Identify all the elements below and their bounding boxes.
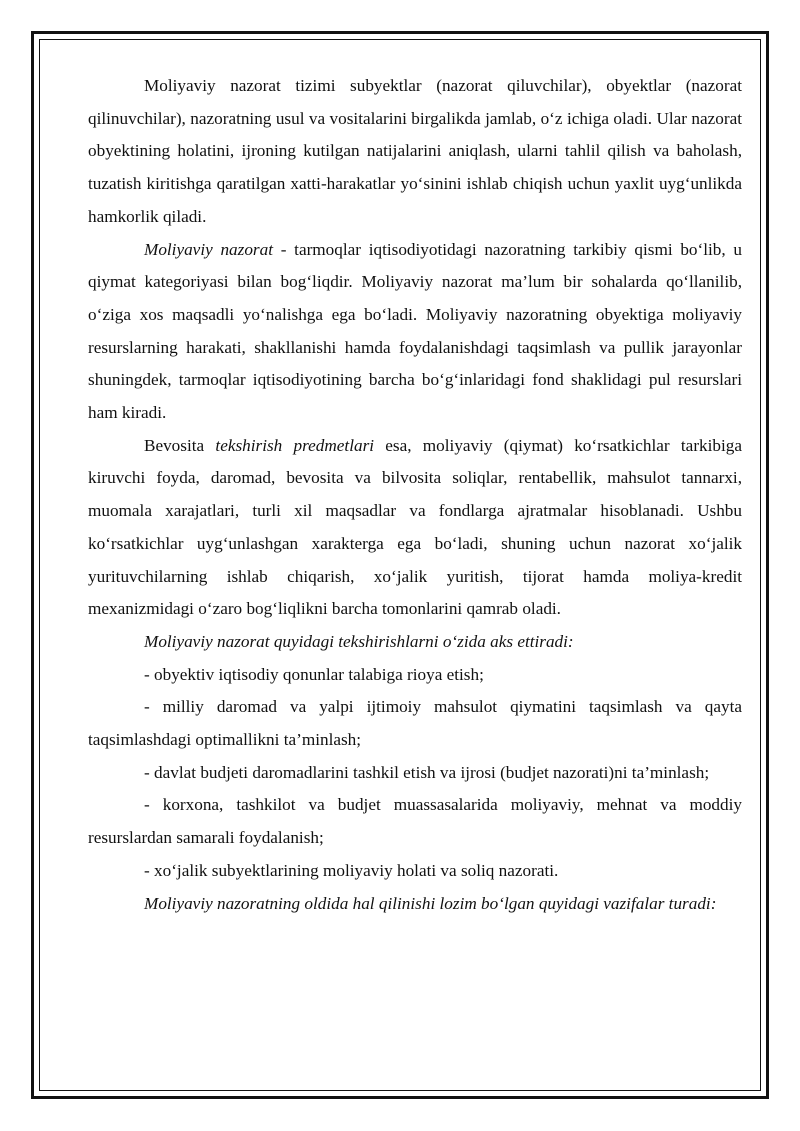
paragraph-text: Moliyaviy nazorat tizimi subyektlar (nazorat qiluvchilar), obyektlar (nazorat qilinuvchilar), nazoratning usul va vositalarini birgalikda jamlab, o‘z ichiga oladi. Ular nazorat obyektining holatini, ijroning kutilgan natijalarini aniqlash, ularni tahlil qilish va baholash, tuzatish kiritishga qaratilgan xatti-harakatlar yo‘sinini ishlab chiqish uchun yaxlit uyg‘unlikda hamkorlik qiladi.	[88, 76, 742, 226]
list-item	[88, 855, 742, 888]
paragraph-tasks-intro	[88, 888, 742, 921]
paragraph-control-system	[88, 70, 742, 234]
list-heading: Moliyaviy nazorat quyidagi tekshirishlarni o‘zida aks ettiradi:	[144, 631, 574, 651]
paragraph-text: esa, moliyaviy (qiymat) ko‘rsatkichlar tarkibiga kiruvchi foyda, daromad, bevosita va bilvosita soliqlar, rentabellik, mahsulot tannarxi, muomala xarajatlari, turli xil maqsadlar va fondlarga ajratmalar hisoblanadi. Ushbu ko‘rsatkichlar uyg‘unlashgan xarakterga ega bo‘ladi, shuning uchun nazorat xo‘jalik yurituvchilarning ishlab chiqarish, xo‘jalik yuritish, tijorat hamda moliya-kredit mexanizmidagi o‘zaro bog‘liqlikni barcha tomonlarini qamrab oladi.	[88, 435, 742, 619]
tasks-heading: Moliyaviy nazoratning oldida hal qilinishi lozim bo‘lgan quyidagi vazifalar turadi:	[144, 893, 717, 913]
paragraph-text: Bevosita	[144, 435, 216, 455]
paragraph-financial-control-definition	[88, 234, 742, 430]
list-item-text: - davlat budjeti daromadlarini tashkil etish va ijrosi (budjet nazorati)ni ta’minlash;	[144, 762, 710, 782]
list-item	[88, 659, 742, 692]
paragraph-inspection-subjects	[88, 430, 742, 626]
list-item	[88, 757, 742, 790]
paragraph-list-intro	[88, 626, 742, 659]
term-inspection-subjects: tekshirish predmetlari	[215, 435, 375, 455]
list-item-text: - korxona, tashkilot va budjet muassasalarida moliyaviy, mehnat va moddiy resurslardan samarali foydalanish;	[88, 795, 742, 848]
paragraph-text: - tarmoqlar iqtisodiyotidagi nazoratning tarkibiy qismi bo‘lib, u qiymat kategoriyasi bilan bog‘liqdir. Moliyaviy nazorat ma’lum bir sohalarda qo‘llanilib, o‘ziga xos maqsadli yo‘nalishga ega bo‘ladi. Moliyaviy nazoratning obyektiga moliyaviy resurslarning harakati, shakllanishi hamda foydalanishdagi taqsimlash va pullik jarayonlar shuningdek, tarmoqlar iqtisodiyotining barcha bo‘g‘inlaridagi fond shaklidagi pul resurslari ham kiradi.	[88, 239, 743, 423]
list-item-text: - milliy daromad va yalpi ijtimoiy mahsulot qiymatini taqsimlash va qayta taqsimlashdagi optimallikni ta’minlash;	[88, 697, 742, 750]
list-item	[88, 691, 742, 756]
term-financial-control: Moliyaviy nazorat	[144, 239, 273, 259]
list-item	[88, 789, 742, 854]
document-body	[88, 70, 742, 920]
list-item-text: - xo‘jalik subyektlarining moliyaviy holati va soliq nazorati.	[144, 860, 559, 880]
list-item-text: - obyektiv iqtisodiy qonunlar talabiga rioya etish;	[144, 664, 484, 684]
